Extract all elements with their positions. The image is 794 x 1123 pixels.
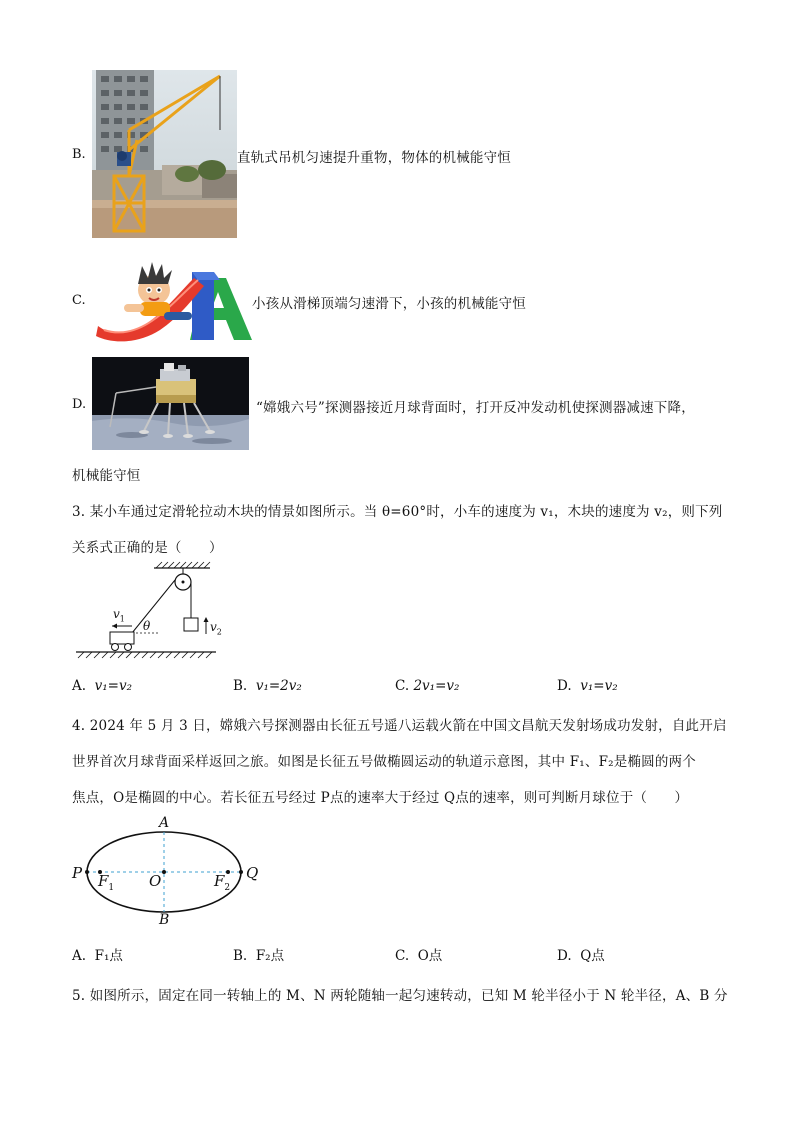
label-theta: θ	[143, 619, 151, 633]
slide-cartoon	[94, 260, 252, 342]
option-b-text: 直轨式吊机匀速提升重物，物体的机械能守恒	[237, 150, 511, 166]
label-v1: $v_1$	[113, 607, 125, 624]
option-c-text: 小孩从滑梯顶端匀速滑下，小孩的机械能守恒	[252, 296, 526, 312]
option-d-letter: D.	[72, 397, 87, 412]
q4-stem-line3: 焦点，O是椭圆的中心。若长征五号经过 P点的速率大于经过 Q点的速率，则可判断月球位于（ ）	[72, 790, 689, 806]
q3-option-d[interactable]: D. v₁=v₂	[557, 678, 618, 694]
label-f1: $F_1$	[98, 872, 115, 893]
option-d-text-continued: 机械能守恒	[72, 468, 141, 484]
label-f2: $F_2$	[214, 872, 231, 893]
q4-option-c[interactable]: C. O点	[395, 948, 443, 964]
label-v2: $v_2$	[210, 620, 222, 637]
label-q: Q	[246, 864, 259, 882]
q4-stem-line1: 4. 2024 年 5 月 3 日，嫦娥六号探测器由长征五号遥八运载火箭在中国文昌航天发射场成功发射，自此开启	[72, 718, 727, 734]
q5-stem-line1: 5. 如图所示，固定在同一转轴上的 M、N 两轮随轴一起匀速转动，已知 M 轮半径小于 N 轮半径，A、B 分	[72, 988, 728, 1004]
q3-option-a[interactable]: A. v₁=v₂	[72, 678, 133, 694]
q3-option-b[interactable]: B. v₁=2v₂	[233, 678, 302, 694]
crane-photo	[92, 70, 237, 238]
ellipse-orbit-diagram	[70, 810, 270, 930]
q3-stem-line2: 关系式正确的是（ ）	[72, 540, 223, 556]
lunar-lander-photo	[92, 357, 249, 450]
q4-option-b[interactable]: B. F₂点	[233, 948, 285, 964]
q4-option-a[interactable]: A. F₁点	[72, 948, 123, 964]
q3-stem-line1: 3. 某小车通过定滑轮拉动木块的情景如图所示。当 θ=60°时，小车的速度为 v₁，木块的速度为 v₂，则下列	[72, 504, 723, 520]
q4-option-d[interactable]: D. Q点	[557, 948, 605, 964]
option-d-text: “嫦娥六号”探测器接近月球背面时，打开反冲发动机使探测器减速下降，	[256, 400, 695, 416]
label-o: O	[149, 872, 162, 890]
q3-option-c[interactable]: C. 2v₁=v₂	[395, 678, 460, 694]
q4-stem-line2: 世界首次月球背面采样返回之旅。如图是长征五号做椭圆运动的轨道示意图，其中 F₁、F₂是椭圆的两个	[72, 754, 696, 770]
option-b-letter: B.	[72, 147, 86, 162]
label-a: A	[159, 815, 170, 831]
option-c-letter: C.	[72, 293, 86, 308]
label-b: B	[159, 912, 170, 928]
pulley-diagram	[70, 560, 220, 664]
label-p: P	[72, 864, 83, 882]
